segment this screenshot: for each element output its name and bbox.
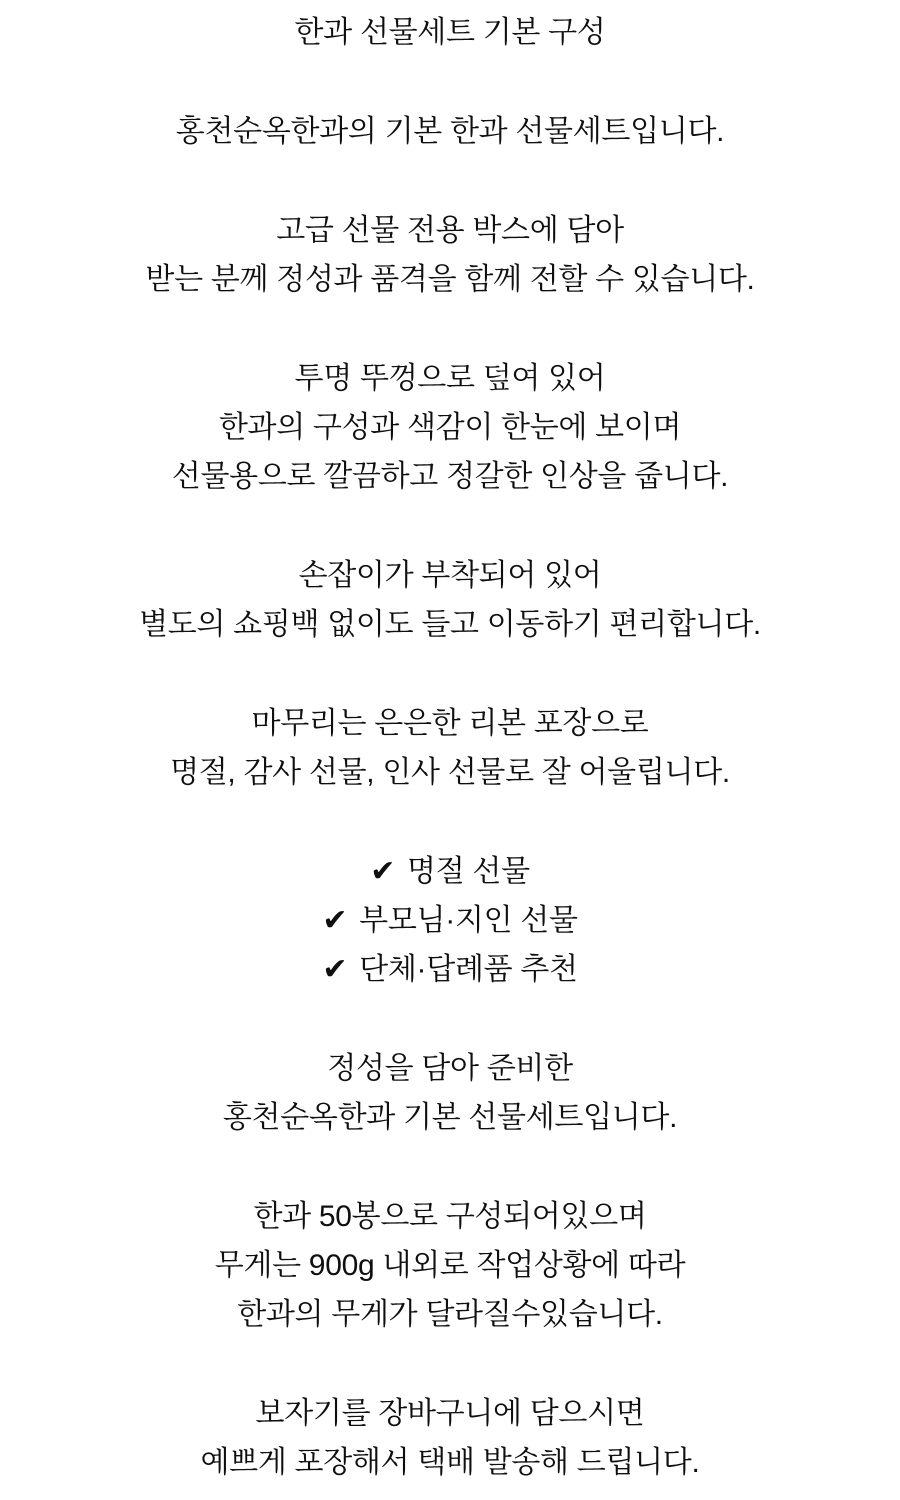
wrapping-shipping-paragraph bbox=[0, 1389, 900, 1487]
composition-weight-paragraph bbox=[0, 1192, 900, 1339]
text-line: 별도의 쇼핑백 없이도 들고 이동하기 편리합니다. bbox=[139, 608, 761, 641]
text-line: 고급 선물 전용 박스에 담아 bbox=[276, 214, 624, 247]
clear-lid-paragraph bbox=[0, 354, 900, 501]
check-icon: ✔ bbox=[370, 855, 396, 888]
handle-paragraph bbox=[0, 551, 900, 649]
checklist-item bbox=[0, 945, 900, 994]
text-line: 정성을 담아 준비한 bbox=[327, 1052, 573, 1085]
page-title bbox=[0, 8, 900, 57]
summary-paragraph bbox=[0, 1044, 900, 1142]
check-icon: ✔ bbox=[322, 953, 348, 986]
text-line: 홍천순옥한과 기본 선물세트입니다. bbox=[222, 1101, 678, 1134]
intro-paragraph bbox=[0, 107, 900, 156]
text-line: 무게는 900g 내외로 작업상황에 따라 bbox=[214, 1249, 686, 1282]
text-line: 한과의 구성과 색감이 한눈에 보이며 bbox=[218, 411, 682, 444]
page-title-text: 한과 선물세트 기본 구성 bbox=[294, 16, 606, 49]
checklist-item bbox=[0, 847, 900, 896]
checklist-item-label: 단체·답례품 추천 bbox=[359, 953, 578, 986]
text-line: 보자기를 장바구니에 담으시면 bbox=[255, 1397, 645, 1430]
gift-box-paragraph bbox=[0, 206, 900, 304]
checklist-item-label: 명절 선물 bbox=[407, 855, 530, 888]
text-line: 선물용으로 깔끔하고 정갈한 인상을 줍니다. bbox=[171, 460, 729, 493]
checklist-item bbox=[0, 896, 900, 945]
ribbon-paragraph bbox=[0, 699, 900, 797]
text-line: 손잡이가 부착되어 있어 bbox=[298, 559, 602, 592]
text-line: 한과의 무게가 달라질수있습니다. bbox=[237, 1298, 663, 1331]
text-line: 마무리는 은은한 리본 포장으로 bbox=[251, 707, 649, 740]
check-icon: ✔ bbox=[322, 904, 348, 937]
text-line: 예쁘게 포장해서 택배 발송해 드립니다. bbox=[200, 1446, 700, 1479]
gift-occasion-checklist bbox=[0, 847, 900, 994]
text-line: 한과 50봉으로 구성되어있으며 bbox=[253, 1200, 647, 1233]
text-line: 명절, 감사 선물, 인사 선물로 잘 어울립니다. bbox=[170, 756, 730, 789]
text-line: 받는 분께 정성과 품격을 함께 전할 수 있습니다. bbox=[145, 263, 755, 296]
text-line: 투명 뚜껑으로 덮여 있어 bbox=[294, 362, 606, 395]
text-line: 홍천순옥한과의 기본 한과 선물세트입니다. bbox=[175, 115, 725, 148]
checklist-item-label: 부모님·지인 선물 bbox=[359, 904, 578, 937]
